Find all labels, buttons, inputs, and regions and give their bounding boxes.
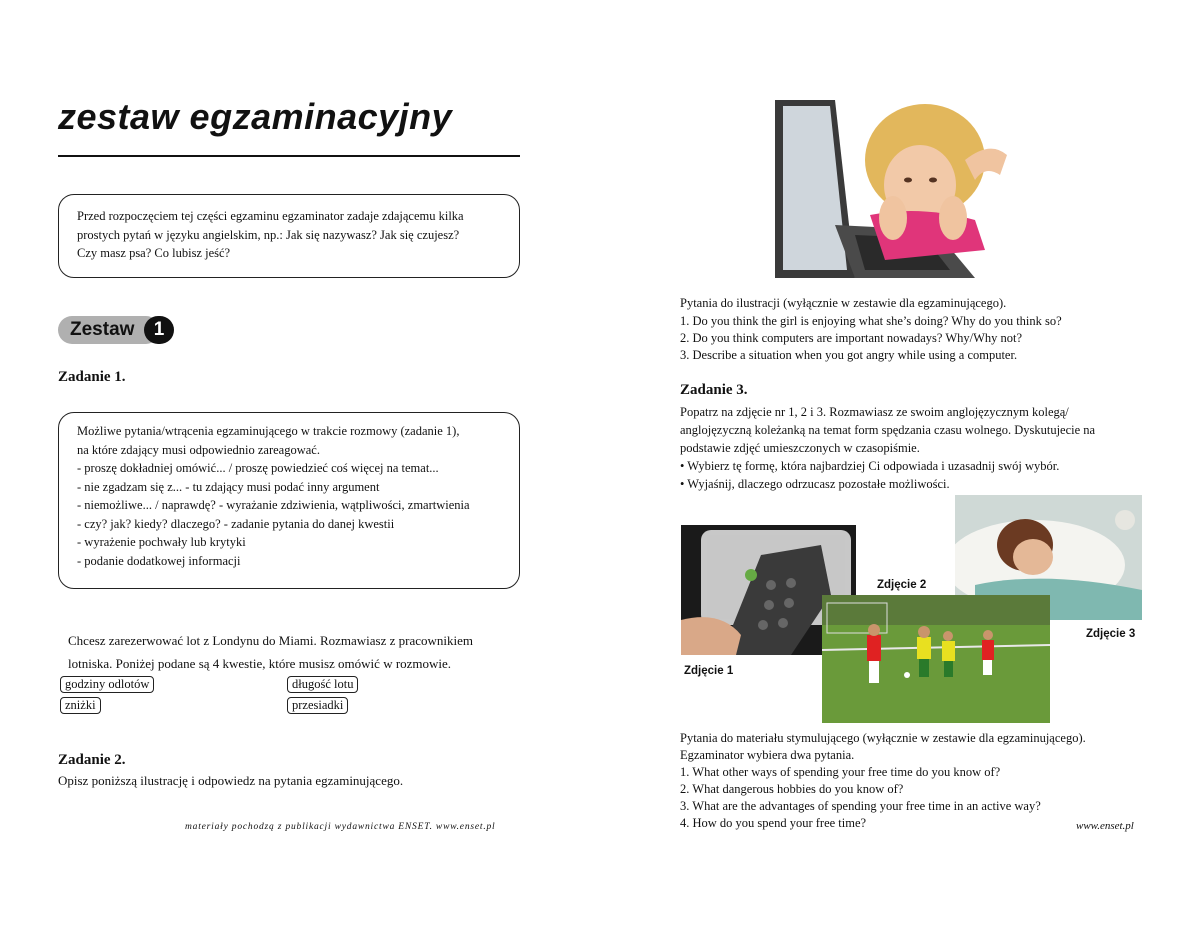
zadanie3-heading: Zadanie 3. <box>680 382 748 398</box>
zadanie2-heading: Zadanie 2. <box>58 752 126 768</box>
photo-label-2: Zdjęcie 2 <box>877 579 927 591</box>
zadanie1-box <box>58 412 520 589</box>
zestaw-badge <box>58 316 176 344</box>
scenario-line-2: lotniska. Poniżej podane są 4 kwestie, które musisz omówić w rozmowie. <box>68 656 452 671</box>
page-title: zestaw egzaminacyjny <box>58 96 453 137</box>
tag-godziny-odlotow: godziny odlotów <box>60 676 154 693</box>
zadanie1-line: na które zdający musi odpowiednio zareagować. <box>77 442 320 457</box>
scenario-line-1: Chcesz zarezerwować lot z Londynu do Miami. Rozmawiasz z pracownikiem <box>68 633 474 648</box>
zadanie1-heading: Zadanie 1. <box>58 369 126 385</box>
zadanie1-line: - czy? jak? kiedy? dlaczego? - zadanie pytania do danej kwestii <box>77 516 395 531</box>
zadanie1-line: Możliwe pytania/wtrącenia egzaminującego w trakcie rozmowy (zadanie 1), <box>77 424 460 438</box>
title-rule <box>58 155 520 157</box>
questions2-item: 3. What are the advantages of spending your free time in an active way? <box>680 799 1041 813</box>
photo-label-1: Zdjęcie 1 <box>684 665 734 677</box>
questions2-intro: Egzaminator wybiera dwa pytania. <box>680 748 855 762</box>
zadanie3-line: • Wybierz tę formę, która najbardziej Ci odpowiada i uzasadnij swój wybór. <box>680 459 1060 473</box>
questions1-item: 2. Do you think computers are important nowadays? Why/Why not? <box>680 331 1023 345</box>
zadanie1-line: - wyrażenie pochwały lub krytyki <box>77 535 246 549</box>
tag-znizki: zniżki <box>60 697 101 714</box>
intro-box <box>58 194 520 278</box>
zadanie1-line: - podanie dodatkowej informacji <box>77 553 241 568</box>
footer-left: materiały pochodzą z publikacji wydawnictwa ENSET. www.enset.pl <box>185 822 496 832</box>
zadanie3-line: • Wyjaśnij, dlaczego odrzucasz pozostałe możliwości. <box>680 477 950 491</box>
questions2-intro: Pytania do materiału stymulującego (wyłącznie w zestawie dla egzaminującego). <box>680 731 1086 745</box>
tag-dlugosc-lotu: długość lotu <box>287 676 358 693</box>
zadanie3-line: Popatrz na zdjęcie nr 1, 2 i 3. Rozmawiasz ze swoim anglojęzycznym kolegą/ <box>680 405 1069 419</box>
zadanie1-line: - proszę dokładniej omówić... / proszę powiedzieć coś więcej na temat... <box>77 461 439 475</box>
zadanie2-text: Opisz poniższą ilustrację i odpowiedz na pytania egzaminującego. <box>58 773 404 788</box>
zestaw-number: 1 <box>144 316 174 344</box>
zadanie3-line: anglojęzyczną koleżanką na temat form spędzania czasu wolnego. Dyskutujecie na <box>680 423 1096 437</box>
footer-right: www.enset.pl <box>1076 820 1134 832</box>
zadanie1-line: - niemożliwe... / naprawdę? - wyrażanie zdziwienia, wątpliwości, zmartwienia <box>77 498 470 512</box>
zadanie1-line: - nie zgadzam się z... - tu zdający musi podać inny argument <box>77 479 380 494</box>
tag-przesiadki: przesiadki <box>287 697 348 714</box>
questions1-item: 1. Do you think the girl is enjoying what she’s doing? Why do you think so? <box>680 314 1062 328</box>
photo-label-3: Zdjęcie 3 <box>1086 628 1136 640</box>
questions1-item: 3. Describe a situation when you got angry while using a computer. <box>680 348 1018 362</box>
intro-line: prostych pytań w języku angielskim, np.: Jak się nazywasz? Jak się czujesz? <box>77 227 460 242</box>
photo-football <box>822 595 1050 723</box>
zestaw-label: Zestaw <box>58 316 160 344</box>
girl-laptop-photo <box>775 100 1015 278</box>
intro-line: Czy masz psa? Co lubisz jeść? <box>77 246 231 260</box>
zadanie3-line: podstawie zdjęć umieszczonych w czasopiśmie. <box>680 441 920 455</box>
questions1-intro: Pytania do ilustracji (wyłącznie w zestawie dla egzaminującego). <box>680 296 1007 310</box>
questions2-item: 4. How do you spend your free time? <box>680 816 867 830</box>
intro-line: Przed rozpoczęciem tej części egzaminu egzaminator zadaje zdającemu kilka <box>77 209 464 223</box>
questions2-item: 2. What dangerous hobbies do you know of? <box>680 782 904 796</box>
questions2-item: 1. What other ways of spending your free time do you know of? <box>680 765 1001 779</box>
